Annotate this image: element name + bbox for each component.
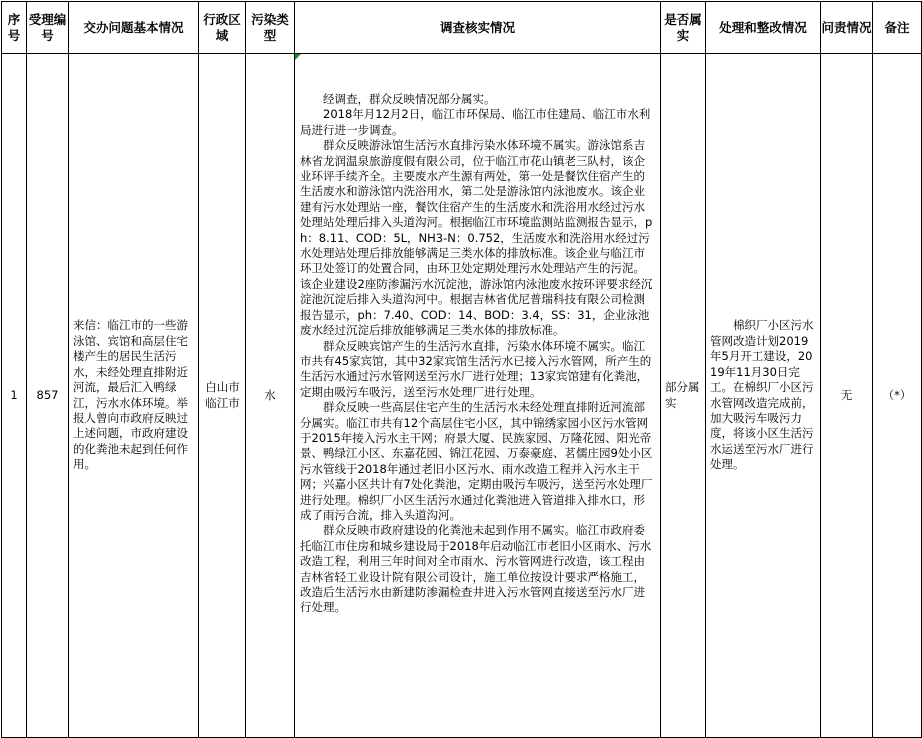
- case-table: [1, 1, 922, 738]
- cell-verified: 部分属实: [661, 54, 706, 738]
- header-handling: 处理和整改情况: [706, 2, 821, 54]
- header-seq: 序号: [2, 2, 27, 54]
- header-issue: 交办问题基本情况: [69, 2, 199, 54]
- cell-seq: 1: [2, 54, 27, 738]
- header-case-no: 受理编号: [27, 2, 69, 54]
- cell-issue: 来信：临江市的一些游泳馆、宾馆和高层住宅楼产生的居民生活污水，未经处理直排附近河流，最后汇入鸭绿江，污水水体环境。举报人曾向市政府反映过上述问题，市政府建设的化粪池未起到任何作用。: [69, 54, 199, 738]
- header-accountability: 问责情况: [821, 2, 873, 54]
- cell-region: 白山市临江市: [199, 54, 246, 738]
- header-pollution-type: 污染类型: [246, 2, 295, 54]
- table-row: [2, 54, 922, 738]
- investigation-paragraph: 群众反映游泳馆生活污水直排污染水体环境不属实。游泳馆系吉林省龙润温泉旅游度假有限公司，位于临江市花山镇老三队村，该企业环评手续齐全。主要废水产生源有两处，第一处是餐饮住宿产生的生活废水和游泳馆内洗浴用水，第二处是游泳馆内泳池废水。该企业建有污水处理站一座，餐饮住宿产生的生活废水和洗浴用水经过污水处理站处理后排入头道沟河。根据临江市环境监测站监测报告显示，ph：8.11、COD：5L，NH3-N：0.752，生活废水和洗浴用水经过污水处理站处理后排放能够满足三类水体的排放标准。该企业与临江市环卫处签订的处置合同，由环卫处定期处理污水处理站产生的污泥。该企业建设2座防渗漏污水沉淀池，游泳馆内泳池废水按环评要求经沉淀池沉淀后排入头道沟河中。根据吉林省优尼普瑞科技有限公司检测报告显示，ph：7.40、COD：14、BOD：3.4，SS：31，企业泳池废水经过沉淀后排放能够满足三类水体的排放标准。: [300, 138, 653, 338]
- header-investigation: 调查核实情况: [295, 2, 661, 54]
- header-row: [2, 2, 922, 54]
- investigation-paragraph: 群众反映一些高层住宅产生的生活污水未经处理直排附近河流部分属实。临江市共有12个高层住宅小区，其中锦绣家园小区污水管网于2015年接入污水主干网；府景大厦、民族家园、万隆花园、阳光帝景、鸭绿江小区、东嘉花园、锦江花园、万泰豪庭、茗儒庄园9处小区污水管线于2018年通过老旧小区污水、雨水改造工程并入污水主干网；兴嘉小区共计有7处化粪池，定期由吸污车吸污，送至污水处理厂进行处理。棉织厂小区生活污水通过化粪池进入管道排入排水口，形成了雨污合流，排入头道沟河。: [300, 400, 653, 522]
- header-remarks: 备注: [873, 2, 922, 54]
- investigation-paragraph: 经调查，群众反映情况部分属实。: [323, 92, 496, 106]
- cell-accountability: 无: [821, 54, 873, 738]
- cell-pollution-type: 水: [246, 54, 295, 738]
- cell-handling: 棉织厂小区污水管网改造计划2019年5月开工建设，2019年11月30日完工。在棉织厂小区污水管网改造完成前，加大吸污车吸污力度，将该小区生活污水运送至污水厂进行处理。: [706, 54, 821, 738]
- cell-investigation: [295, 54, 661, 738]
- header-region: 行政区域: [199, 2, 246, 54]
- investigation-paragraph: 2018年月12月2日，临江市环保局、临江市住建局、临江市水利局进行进一步调查。: [300, 107, 651, 137]
- cell-comment-flag-icon: [295, 54, 301, 60]
- cell-remarks: （*）: [873, 54, 922, 738]
- cell-case-no: 857: [27, 54, 69, 738]
- investigation-paragraph: 群众反映市政府建设的化粪池未起到作用不属实。临江市政府委托临江市住房和城乡建设局于2018年启动临江市老旧小区雨水、污水改造工程，利用三年时间对全市雨水、污水管网进行改造，该工程由吉林省轻工业设计院有限公司设计，施工单位按设计要求严格施工，改造后生活污水由新建防渗漏检查井进入污水管网直接送至污水厂进行处理。: [300, 523, 652, 615]
- investigation-paragraph: 群众反映宾馆产生的生活污水直排，污染水体环境不属实。临江市共有45家宾馆，其中32家宾馆生活污水已接入污水管网，所产生的生活污水通过污水管网送至污水厂进行处理；13家宾馆建有化粪池，定期由吸污车吸污，送至污水处理厂进行处理。: [300, 338, 652, 399]
- header-verified: 是否属实: [661, 2, 706, 54]
